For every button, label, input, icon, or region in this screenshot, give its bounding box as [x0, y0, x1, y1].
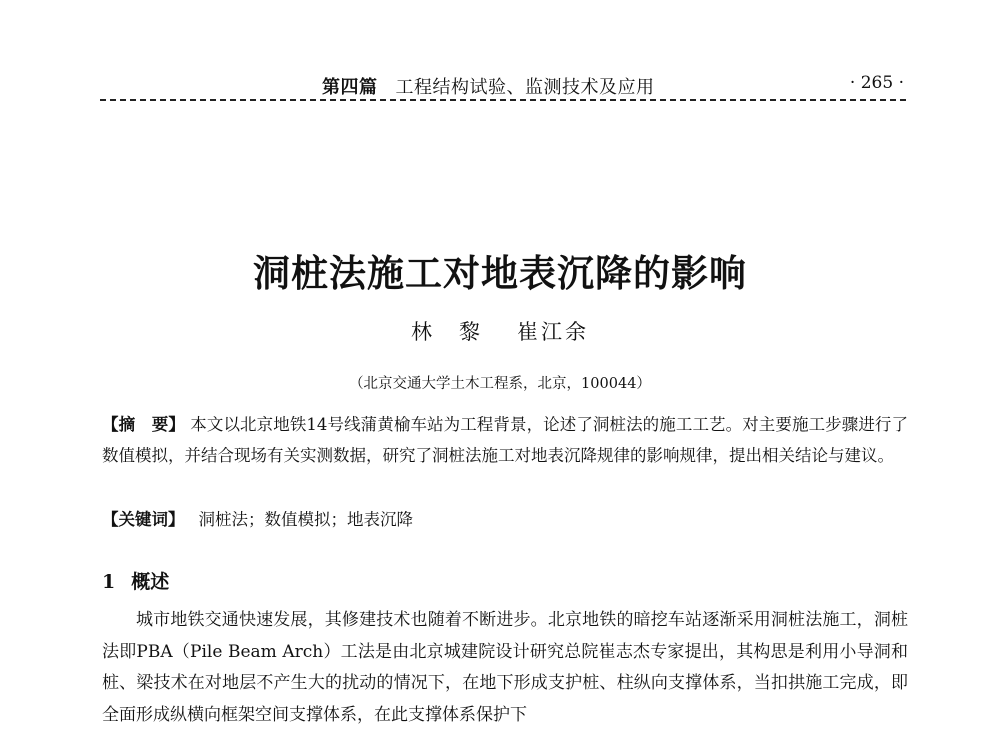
keywords-label: 【关键词】 — [102, 510, 185, 529]
page-number: · 265 · — [849, 73, 904, 93]
author-list — [0, 316, 1000, 346]
running-header — [100, 73, 908, 99]
keywords-text: 洞桩法；数值模拟；地表沉降 — [198, 510, 413, 529]
header-rule — [100, 99, 906, 101]
author-2: 崔江余 — [517, 320, 589, 344]
section-title: 概述 — [131, 571, 170, 593]
author-1: 林 黎 — [411, 320, 483, 344]
section-heading — [102, 567, 169, 594]
keywords — [102, 508, 908, 532]
header-section-title — [322, 73, 655, 99]
abstract — [102, 409, 908, 471]
paper-title: 洞桩法施工对地表沉降的影响 — [253, 251, 747, 295]
abstract-label: 【摘 要】 — [102, 415, 185, 434]
affiliation: （北京交通大学土木工程系，北京，100044） — [349, 376, 651, 392]
header-part: 第四篇 — [322, 77, 378, 98]
header-section-name: 工程结构试验、监测技术及应用 — [395, 77, 655, 98]
abstract-text: 本文以北京地铁14号线蒲黄榆车站为工程背景，论述了洞桩法的施工工艺。对主要施工步骤进行了数值模拟，并结合现场有关实测数据，研究了洞桩法施工对地表沉降规律的影响规律，提出相关结论与建议。 — [102, 415, 909, 465]
section-number: 1 — [102, 571, 116, 593]
body-paragraph: 城市地铁交通快速发展，其修建技术也随着不断进步。北京地铁的暗挖车站逐渐采用洞桩法施工，洞桩法即PBA（Pile Beam Arch）工法是由北京城建院设计研究总院崔志杰专家提出，其构思是利用小导洞和桩、梁技术在对地层不产生大的扰动的情况下，在地下形成支护桩、柱纵向支撑体系，当扣拱施工完成，即全面形成纵横向框架空间支撑体系，在此支撑体系保护下 — [102, 610, 908, 725]
